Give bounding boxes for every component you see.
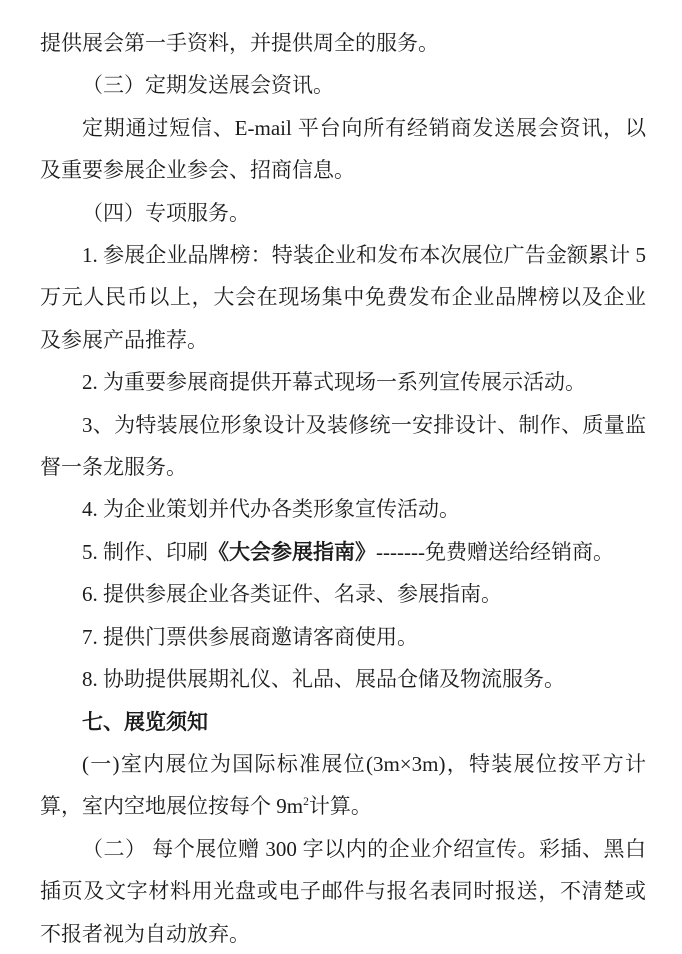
book-title: 《大会参展指南》: [208, 539, 376, 564]
para-item-4: 4. 为企业策划并代办各类形象宣传活动。: [82, 497, 460, 522]
item5-suffix-text: -------免费赠送给经销商。: [376, 539, 614, 564]
para-section-4-heading: （四）专项服务。: [82, 200, 250, 225]
superscript-square: 2: [303, 796, 309, 809]
para-item-2: 2. 为重要参展商提供开幕式现场一系列宣传展示活动。: [82, 370, 586, 395]
para-section-3-body: 定期通过短信、E-mail 平台向所有经销商发送展会资讯，以及重要参展企业参会、招商信息。: [40, 115, 646, 183]
para-notice-2: （二） 每个展位赠 300 字以内的企业介绍宣传。彩插、黑白插页及文字材料用光盘或电子邮件与报名表同时报送，不清楚或不报者视为自动放弃。: [40, 836, 646, 946]
notice1-text-start: (一)室内展位为国际标准展位(3m×3m)，特装展位按平方计算，室内空地展位按每个 9m: [40, 751, 646, 819]
para-continuation: 提供展会第一手资料，并提供周全的服务。: [40, 31, 439, 55]
para-section-3-heading: （三）定期发送展会资讯。: [82, 73, 334, 98]
para-item-6: 6. 提供参展企业各类证件、名录、参展指南。: [82, 582, 502, 607]
notice1-text-end: 计算。: [308, 794, 372, 819]
para-item-7: 7. 提供门票供参展商邀请客商使用。: [82, 624, 418, 649]
para-item-3: 3、为特装展位形象设计及装修统一安排设计、制作、质量监督一条龙服务。: [40, 412, 646, 480]
item5-prefix-text: 5. 制作、印刷: [82, 539, 208, 564]
para-item-8: 8. 协助提供展期礼仪、礼品、展品仓储及物流服务。: [82, 667, 565, 692]
para-item-5: [40, 531, 646, 573]
para-item-1: 1. 参展企业品牌榜：特装企业和发布本次展位广告金额累计 5 万元人民币以上，大会在现场集中免费发布企业品牌榜以及企业及参展产品推荐。: [40, 243, 646, 352]
heading-section-7: 七、展览须知: [82, 709, 208, 734]
para-notice-1: [40, 743, 646, 828]
